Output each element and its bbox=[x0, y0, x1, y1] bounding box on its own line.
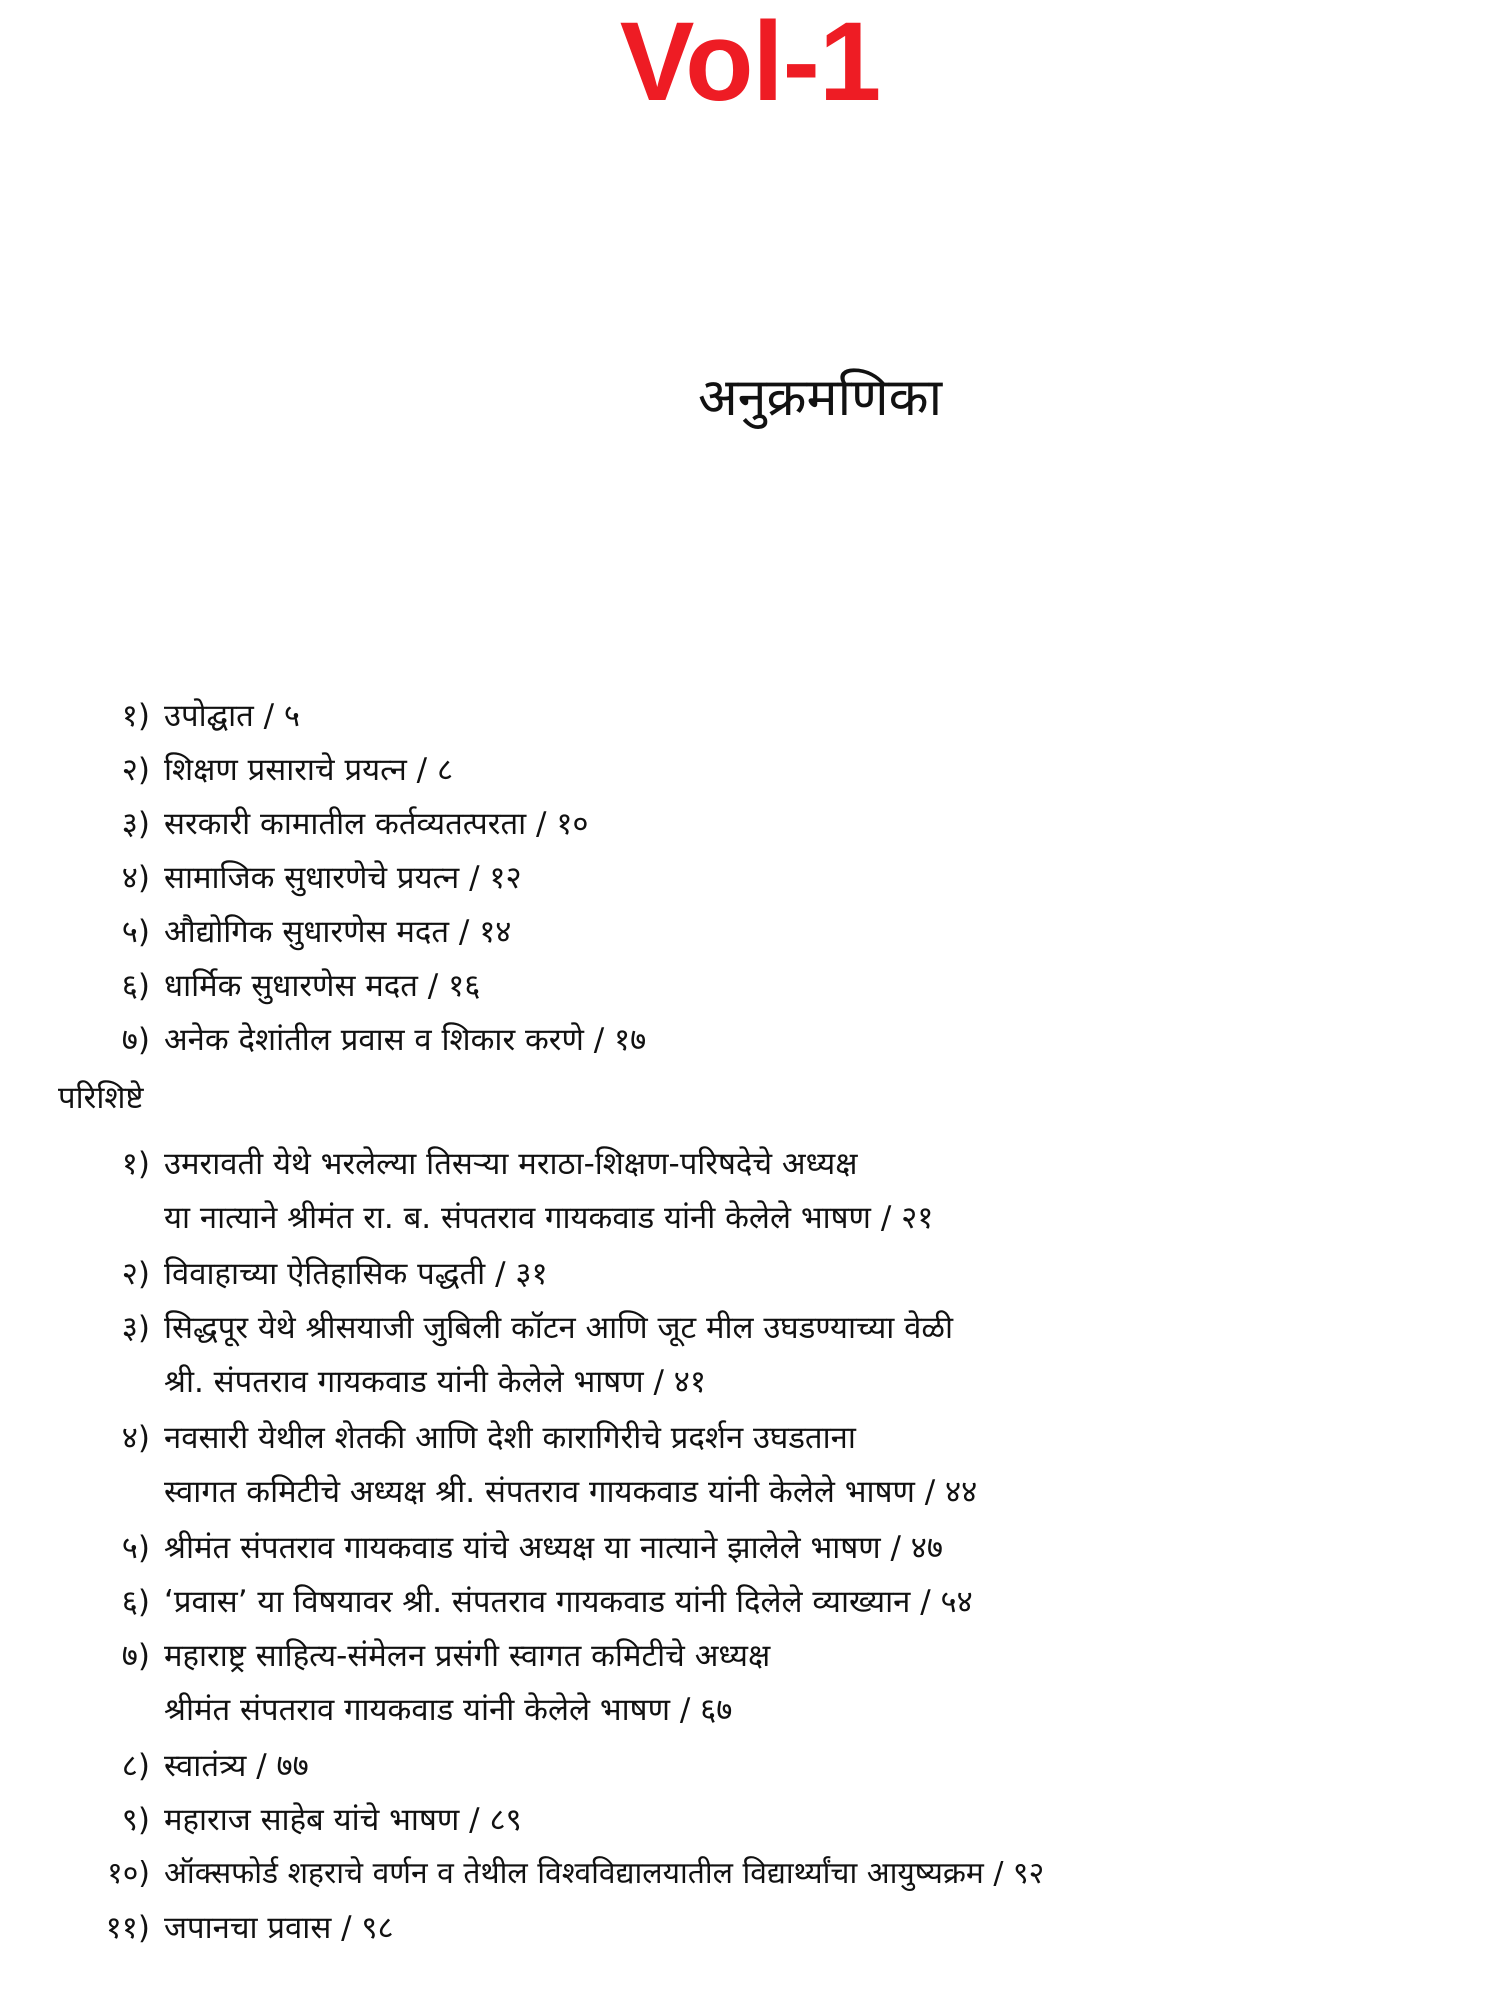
entry-title: सिद्धपूर येथे श्रीसयाजी जुबिली कॉटन आणि जूट मील उघडण्याच्या वेळी bbox=[164, 1310, 954, 1346]
entry-title: उमरावती येथे भरलेल्या तिसऱ्या मराठा-शिक्षण-परिषदेचे अध्यक्ष bbox=[164, 1146, 858, 1182]
entry-number: २) bbox=[121, 1256, 150, 1292]
entry-title: सामाजिक सुधारणेचे प्रयत्न / १२ bbox=[164, 860, 522, 896]
entry-title: जपानचा प्रवास / ९८ bbox=[164, 1910, 394, 1946]
entry-number: ५) bbox=[121, 914, 150, 950]
entry-title: अनेक देशांतील प्रवास व शिकार करणे / १७ bbox=[164, 1022, 647, 1058]
entry-number: ३) bbox=[121, 1310, 150, 1346]
appendix-heading: परिशिष्टे bbox=[58, 1080, 144, 1116]
entry-number: ४) bbox=[121, 1420, 150, 1456]
entry-title: सरकारी कामातील कर्तव्यतत्परता / १० bbox=[164, 806, 589, 842]
entry-number: १) bbox=[121, 1146, 150, 1182]
entry-title: महाराज साहेब यांचे भाषण / ८९ bbox=[164, 1802, 522, 1838]
entry-number: ७) bbox=[121, 1638, 150, 1674]
entry-title: महाराष्ट्र साहित्य-संमेलन प्रसंगी स्वागत कमिटीचे अध्यक्ष bbox=[164, 1638, 771, 1674]
appendix-entry-1 bbox=[70, 1144, 857, 1184]
entry-title: उपोद्घात / ५ bbox=[164, 698, 301, 734]
volume-label: Vol-1 bbox=[619, 0, 881, 124]
entry-title: ऑक्सफोर्ड शहराचे वर्णन व तेथील विश्वविद्यालयातील विद्यार्थ्यांचा आयुष्यक्रम / ९२ bbox=[164, 1856, 1045, 1891]
toc-entry-6 bbox=[70, 966, 480, 1006]
appendix-entry-10 bbox=[70, 1854, 1044, 1894]
entry-number: ३) bbox=[121, 806, 150, 842]
toc-entry-2 bbox=[70, 750, 453, 790]
entry-title: धार्मिक सुधारणेस मदत / १६ bbox=[164, 968, 481, 1004]
appendix-entry-7 bbox=[70, 1636, 770, 1676]
entry-number: ४) bbox=[121, 860, 150, 896]
appendix-entry-3-continuation: श्री. संपतराव गायकवाड यांनी केलेले भाषण / ४१ bbox=[164, 1364, 707, 1400]
entry-number: १०) bbox=[107, 1856, 150, 1891]
entry-number: २) bbox=[121, 752, 150, 788]
toc-entry-1 bbox=[70, 696, 300, 736]
entry-number: ९) bbox=[121, 1802, 150, 1838]
toc-entry-4 bbox=[70, 858, 522, 898]
entry-title: औद्योगिक सुधारणेस मदत / १४ bbox=[164, 914, 512, 950]
appendix-entry-9 bbox=[70, 1800, 522, 1840]
entry-title: स्वातंत्र्य / ७७ bbox=[164, 1748, 309, 1784]
appendix-entry-1-continuation: या नात्याने श्रीमंत रा. ब. संपतराव गायकवाड यांनी केलेले भाषण / २१ bbox=[164, 1200, 934, 1236]
toc-entry-5 bbox=[70, 912, 511, 952]
appendix-entry-4 bbox=[70, 1418, 856, 1458]
appendix-entry-7-continuation: श्रीमंत संपतराव गायकवाड यांनी केलेले भाषण / ६७ bbox=[164, 1692, 733, 1728]
appendix-entry-11 bbox=[70, 1908, 394, 1948]
entry-title: श्रीमंत संपतराव गायकवाड यांचे अध्यक्ष या नात्याने झालेले भाषण / ४७ bbox=[164, 1530, 944, 1566]
entry-number: ११) bbox=[105, 1910, 150, 1946]
entry-title: शिक्षण प्रसाराचे प्रयत्न / ८ bbox=[164, 752, 454, 788]
entry-number: ६) bbox=[121, 1584, 150, 1620]
entry-number: ६) bbox=[121, 968, 150, 1004]
toc-entry-3 bbox=[70, 804, 589, 844]
appendix-entry-4-continuation: स्वागत कमिटीचे अध्यक्ष श्री. संपतराव गायकवाड यांनी केलेले भाषण / ४४ bbox=[164, 1474, 978, 1510]
toc-entry-7 bbox=[70, 1020, 646, 1060]
entry-number: १) bbox=[121, 698, 150, 734]
appendix-entry-3 bbox=[70, 1308, 953, 1348]
appendix-entry-5 bbox=[70, 1528, 943, 1568]
entry-number: ८) bbox=[121, 1748, 150, 1784]
appendix-entry-2 bbox=[70, 1254, 548, 1294]
entry-title: नवसारी येथील शेतकी आणि देशी कारागिरीचे प्रदर्शन उघडताना bbox=[164, 1420, 856, 1456]
entry-number: ५) bbox=[121, 1530, 150, 1566]
entry-title: विवाहाच्या ऐतिहासिक पद्धती / ३१ bbox=[164, 1256, 548, 1292]
appendix-entry-6 bbox=[70, 1582, 973, 1622]
entry-title: ‘प्रवास’ या विषयावर श्री. संपतराव गायकवाड यांनी दिलेले व्याख्यान / ५४ bbox=[164, 1584, 973, 1620]
toc-heading: अनुक्रमणिका bbox=[697, 368, 943, 428]
appendix-entry-8 bbox=[70, 1746, 309, 1786]
entry-number: ७) bbox=[121, 1022, 150, 1058]
